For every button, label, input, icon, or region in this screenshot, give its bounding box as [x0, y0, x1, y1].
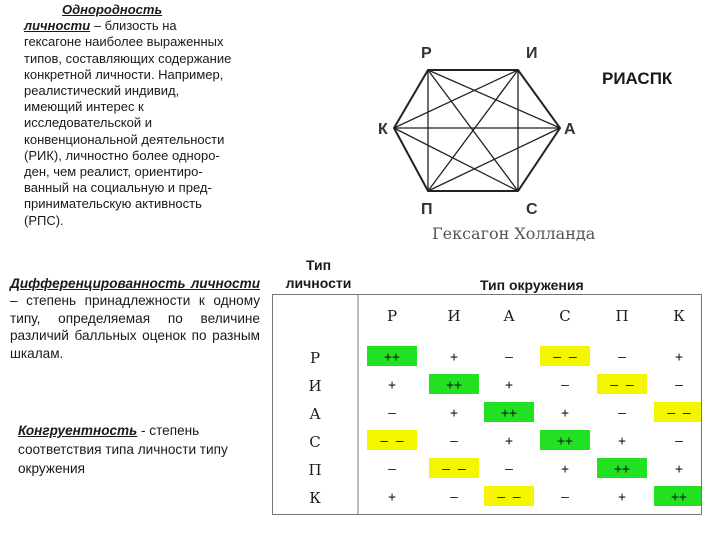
matrix-cell: — — [497, 490, 521, 505]
matrix-cell: — — [442, 462, 466, 477]
differentiation-definition [10, 275, 260, 362]
hex-vertex-label: К [378, 121, 388, 138]
row-label: П [308, 461, 322, 479]
environment-type-header: Тип окружения [480, 277, 584, 293]
matrix-cell: + [561, 462, 569, 477]
matrix-cell: + [675, 462, 683, 477]
differentiation-text: – степень принадлежности к одному типу, определяемая по величине различий балльных оценок по разным шкалам. [10, 293, 260, 361]
matrix-cell: — [561, 490, 569, 505]
matrix-cell: + [505, 378, 513, 393]
matrix-cell: — [618, 406, 626, 421]
congruence-matrix [272, 294, 702, 515]
hexagon-caption: Гексагон Холланда [432, 224, 596, 243]
matrix-cell: + [388, 378, 396, 393]
matrix-cell: + [505, 434, 513, 449]
row-label: А [309, 405, 321, 423]
homogeneity-line: исследовательской и [24, 115, 152, 131]
hex-vertex-label: Р [421, 45, 432, 62]
row-label: С [309, 433, 321, 451]
homogeneity-line: конкретной личности. Например, [24, 66, 224, 82]
matrix-cell: — [505, 462, 513, 477]
matrix-cell: — [675, 378, 683, 393]
matrix-cell: + [618, 490, 626, 505]
matrix-cell: ++ [671, 490, 687, 505]
congruence-definition [18, 421, 248, 478]
row-label: Р [309, 349, 321, 367]
congruence-term: Конгруентность [18, 423, 138, 438]
matrix-cells [380, 350, 691, 505]
column-label: А [503, 307, 515, 325]
matrix-cell: ++ [384, 350, 400, 365]
personality-type-header: Тип личности [285, 257, 352, 291]
matrix-cell: — [450, 490, 458, 505]
matrix-cell: + [675, 350, 683, 365]
column-label: П [615, 307, 629, 325]
row-label: И [308, 377, 322, 395]
matrix-cell: — [618, 350, 626, 365]
homogeneity-line: типов, составляющих содержание [24, 50, 232, 66]
matrix-cell: ++ [614, 462, 630, 477]
matrix-cell: ++ [446, 378, 462, 393]
column-label: И [447, 307, 461, 325]
column-label: С [559, 307, 571, 325]
congruence-text: - степень соответствия типа личности типу окружения [18, 423, 228, 476]
cell-highlights [367, 346, 702, 506]
row-labels [308, 349, 321, 507]
matrix-cell: — [388, 406, 396, 421]
homogeneity-line: ден, чем реалист, ориентиро- [24, 164, 203, 180]
matrix-cell: — [450, 434, 458, 449]
matrix-cell: — [388, 462, 396, 477]
matrix-cell: + [561, 406, 569, 421]
homogeneity-line: ванный на социальную и пред- [24, 180, 212, 196]
matrix-cell: — [505, 350, 513, 365]
hex-vertex-label: С [526, 201, 538, 218]
matrix-cell: — — [667, 406, 691, 421]
matrix-cell: + [618, 434, 626, 449]
homogeneity-line: реалистический индивид, [24, 83, 180, 99]
matrix-cell: — [675, 434, 683, 449]
matrix-cell: ++ [557, 434, 573, 449]
model-code: РИАСПК [602, 69, 673, 88]
homogeneity-line: (РПС). [24, 212, 64, 228]
homogeneity-line: (РИК), личностно более одноро- [24, 147, 220, 163]
homogeneity-line: – близость на [93, 18, 177, 34]
holland-hexagon [372, 38, 582, 253]
row-label: К [309, 489, 321, 507]
matrix-cell: + [450, 350, 458, 365]
homogeneity-term: Однородность [62, 2, 163, 17]
homogeneity-term-2: личности [24, 18, 91, 34]
homogeneity-definition [24, 2, 274, 229]
hex-vertex-label: А [564, 121, 576, 138]
matrix-cell: — — [610, 378, 634, 393]
hex-vertex-label: И [526, 45, 538, 62]
matrix-cell: + [450, 406, 458, 421]
column-label: Р [386, 307, 398, 325]
differentiation-term: Дифференцированность личности [10, 276, 260, 291]
matrix-cell: — — [553, 350, 577, 365]
column-label: К [673, 307, 685, 325]
homogeneity-line: принимательскую активность [24, 196, 202, 212]
homogeneity-line: гексагоне наиболее выраженных [24, 34, 224, 50]
column-labels [387, 307, 685, 325]
matrix-cell: + [388, 490, 396, 505]
matrix-cell: — — [380, 434, 404, 449]
matrix-cell: — [561, 378, 569, 393]
hex-vertex-label: П [421, 201, 433, 218]
homogeneity-line: имеющий интерес к [24, 99, 144, 115]
matrix-cell: ++ [501, 406, 517, 421]
hexagon-outline [394, 70, 560, 191]
homogeneity-line: конвенциональной деятельности [24, 131, 225, 147]
